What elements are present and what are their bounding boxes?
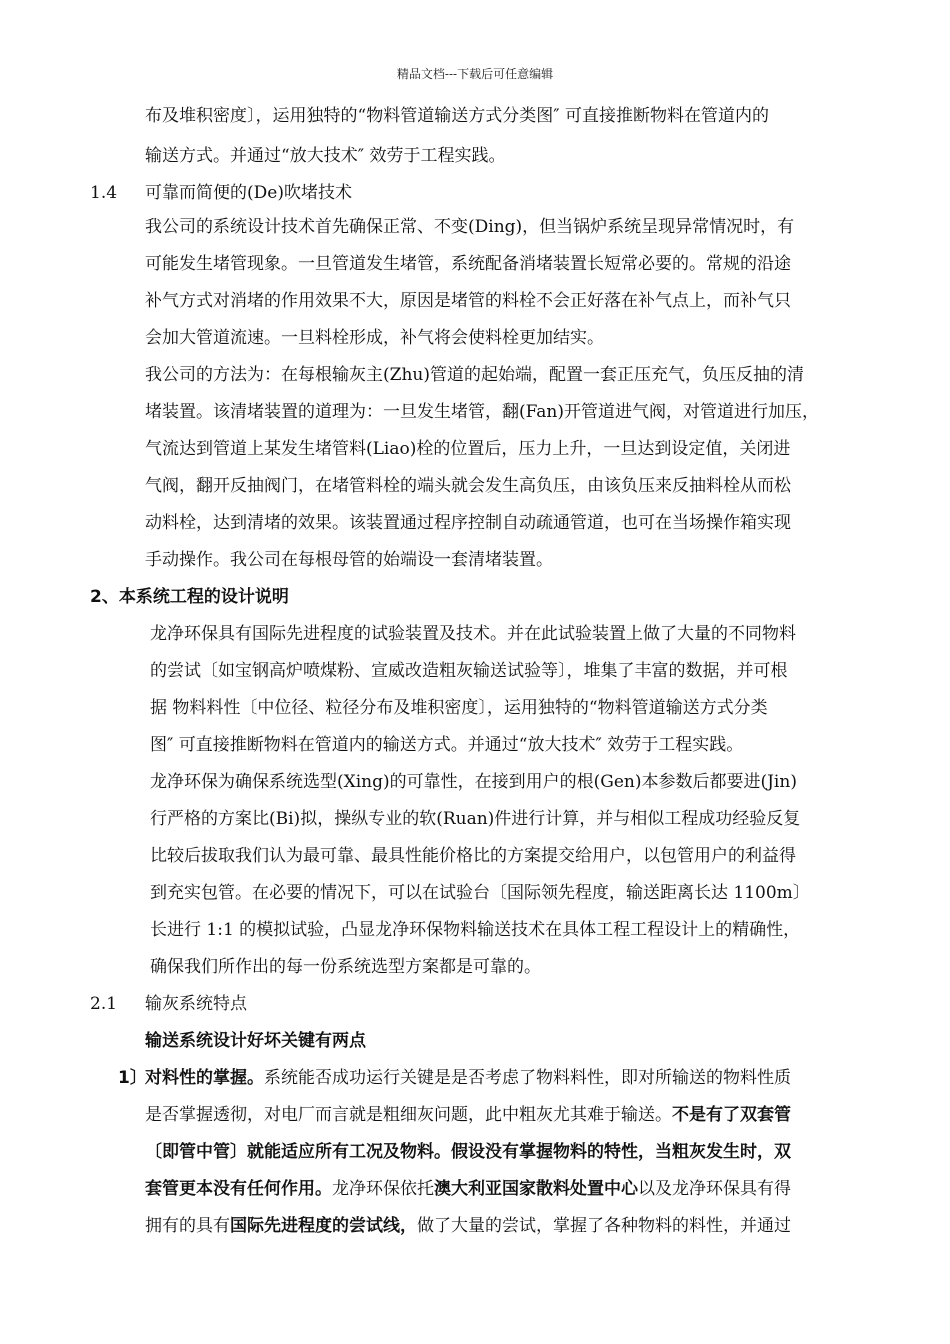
list-item-line: 〔即管中管〕就能适应所有工况及物料。假设没有掌握物料的特性，当粗灰发生时，双 — [145, 1142, 791, 1162]
list-item-line — [145, 1103, 791, 1127]
bold-text: 国际先进程度的尝试线， — [230, 1216, 417, 1236]
section-number: 1.4 — [90, 183, 118, 203]
section-title: 可靠而简便的(De)吹堵技术 — [145, 183, 352, 203]
bold-text: 澳大利亚国家散料处置中心 — [434, 1179, 638, 1199]
bold-text: 套管更本没有任何作用。 — [145, 1179, 332, 1199]
paragraph-line: 补气方式对消堵的作用效果不大，原因是堵管的料栓不会正好落在补气点上，而补气只 — [145, 291, 791, 311]
paragraph-line: 据 物料料性〔中位径、粒径分布及堆积密度〕，运用独特的“物料管道输送方式分类 — [150, 698, 768, 718]
paragraph-line: 行严格的方案比(Bi)拟，操纵专业的软(Ruan)件进行计算，并与相似工程成功经验反复 — [150, 809, 801, 829]
list-number: 1〕 — [118, 1068, 147, 1088]
paragraph-line: 动料栓，达到清堵的效果。该装置通过程序控制自动疏通管道，也可在当场操作箱实现 — [145, 513, 791, 533]
paragraph-line: 比较后拔取我们认为最可靠、最具性能价格比的方案提交给用户，以包管用户的利益得 — [150, 846, 796, 866]
paragraph-line: 我公司的系统设计技术首先确保正常、不变(Ding)，但当锅炉系统呈现异常情况时，有 — [145, 217, 795, 237]
paragraph-line: 的尝试〔如宝钢高炉喷煤粉、宣威改造粗灰输送试验等〕，堆集了丰富的数据，并可根 — [150, 661, 788, 681]
paragraph-line: 到充实包管。在必要的情况下，可以在试验台〔国际领先程度，输送距离长达 1100m〕 — [150, 883, 810, 903]
bold-text: 对料性的掌握。 — [145, 1068, 264, 1088]
bold-text: 不是有了双套管 — [672, 1105, 791, 1125]
page-header: 精品文档---下载后可任意编辑 — [396, 67, 554, 81]
section-number: 2.1 — [90, 994, 118, 1014]
section-title: 2、本系统工程的设计说明 — [90, 587, 289, 607]
normal-text: 系统能否成功运行关键是是否考虑了物料料性，即对所输送的物料性质 — [264, 1068, 791, 1088]
paragraph-line: 输送方式。并通过“放大技术″ 效劳于工程实践。 — [145, 146, 506, 166]
paragraph-line: 我公司的方法为：在每根输灰主(Zhu)管道的起始端，配置一套正压充气，负压反抽的清 — [145, 365, 804, 385]
paragraph-line: 手动操作。我公司在每根母管的始端设一套清堵装置。 — [145, 550, 553, 570]
normal-text: 拥有的具有 — [145, 1216, 230, 1236]
paragraph-line: 气阀，翻开反抽阀门，在堵管料栓的端头就会发生高负压，由该负压来反抽料栓从而松 — [145, 476, 791, 496]
paragraph-line: 气流达到管道上某发生堵管料(Liao)栓的位置后，压力上升，一旦达到设定值，关闭进 — [145, 439, 791, 459]
list-item-line — [145, 1214, 791, 1238]
paragraph-line: 龙净环保为确保系统选型(Xing)的可靠性，在接到用户的根(Gen)本参数后都要进(Jin) — [150, 772, 797, 792]
list-item-line — [145, 1066, 791, 1090]
paragraph-line: 图″ 可直接推断物料在管道内的输送方式。并通过“放大技术″ 效劳于工程实践。 — [150, 735, 744, 755]
list-item-line — [145, 1177, 791, 1201]
section-title: 输灰系统特点 — [145, 994, 247, 1014]
normal-text: 做了大量的尝试，掌握了各种物料的料性，并通过 — [417, 1216, 791, 1236]
normal-text: 是否掌握透彻，对电厂而言就是粗细灰问题，此中粗灰尤其难于输送。 — [145, 1105, 672, 1125]
normal-text: 以及龙净环保具有得 — [638, 1179, 791, 1199]
paragraph-line: 布及堆积密度〕，运用独特的“物料管道输送方式分类图″ 可直接推断物料在管道内的 — [145, 106, 769, 126]
paragraph-line: 会加大管道流速。一旦料栓形成，补气将会使料栓更加结实。 — [145, 328, 604, 348]
paragraph-line: 龙净环保具有国际先进程度的试验装置及技术。并在此试验装置上做了大量的不同物料 — [150, 624, 796, 644]
paragraph-line: 可能发生堵管现象。一旦管道发生堵管，系统配备消堵装置长短常必要的。常规的沿途 — [145, 254, 791, 274]
paragraph-line: 确保我们所作出的每一份系统选型方案都是可靠的。 — [150, 957, 541, 977]
normal-text: 龙净环保依托 — [332, 1179, 434, 1199]
sub-heading: 输送系统设计好坏关键有两点 — [145, 1031, 366, 1051]
paragraph-line: 长进行 1:1 的模拟试验，凸显龙净环保物料输送技术在具体工程工程设计上的精确性， — [150, 920, 801, 940]
paragraph-line: 堵装置。该清堵装置的道理为：一旦发生堵管，翻(Fan)开管道进气阀，对管道进行加压， — [145, 402, 819, 422]
